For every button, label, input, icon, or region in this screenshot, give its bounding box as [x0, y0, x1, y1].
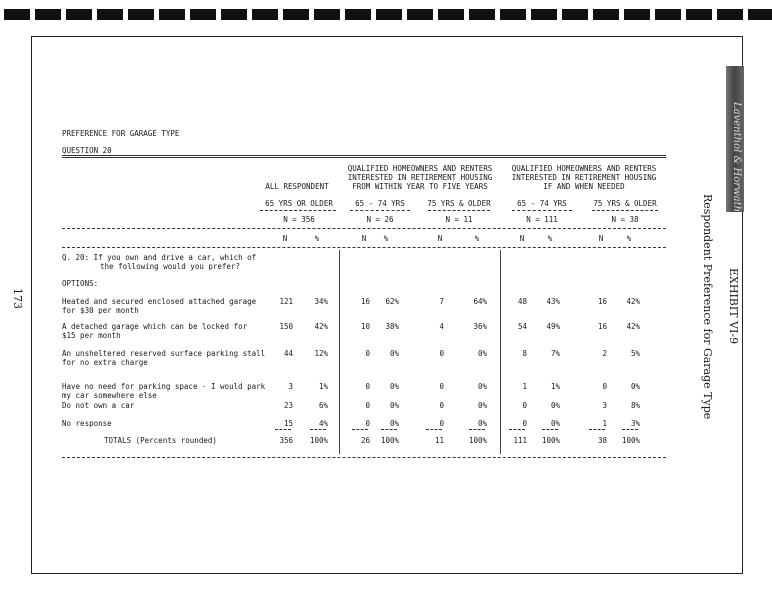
sample-size: N = 11	[445, 215, 473, 224]
percent-cell: 7%	[550, 349, 560, 358]
percent-cell: 5%	[630, 349, 640, 358]
option-label: Heated and secured enclosed attached garage	[62, 297, 257, 306]
count-cell: 54	[517, 322, 527, 331]
perforation-mark	[655, 9, 681, 20]
percent-cell: 43%	[546, 297, 560, 306]
subgroup-rule	[428, 210, 490, 211]
group-within5-line3: FROM WITHIN YEAR TO FIVE YEARS	[352, 182, 488, 191]
perforation-mark	[717, 9, 743, 20]
exhibit-title: Respondent Preference for Garage Type	[701, 194, 714, 420]
percent-cell: 3%	[630, 419, 640, 428]
option-label: No response	[62, 419, 112, 428]
perforation-mark	[97, 9, 123, 20]
count-cell: 0	[365, 349, 370, 358]
percent-cell: 0%	[389, 382, 399, 391]
option-label: for no extra charge	[62, 358, 148, 367]
sum-rule	[509, 429, 525, 430]
perforation-mark	[283, 9, 309, 20]
count-cell: 3	[602, 401, 607, 410]
total-percent-cell: 100%	[468, 436, 487, 445]
perforation-mark	[66, 9, 92, 20]
percent-cell: 0%	[630, 382, 640, 391]
count-cell: 0	[522, 401, 527, 410]
option-label: $15 per month	[62, 331, 121, 340]
total-percent-cell: 100%	[380, 436, 399, 445]
perforation-mark	[531, 9, 557, 20]
perforation-mark	[128, 9, 154, 20]
perforation-mark	[190, 9, 216, 20]
count-cell: 48	[517, 297, 527, 306]
perforation-mark	[345, 9, 371, 20]
group-all-header: ALL RESPONDENT	[265, 182, 329, 191]
percent-cell: 34%	[314, 297, 328, 306]
sum-rule	[381, 429, 397, 430]
subgroup-rule	[260, 210, 336, 211]
total-count-cell: 111	[513, 436, 527, 445]
count-cell: 150	[279, 322, 293, 331]
percent-cell: 12%	[314, 349, 328, 358]
col-n-head: N	[598, 234, 604, 243]
sum-rule	[426, 429, 442, 430]
percent-cell: 42%	[314, 322, 328, 331]
count-cell: 0	[439, 382, 444, 391]
perforation-mark	[221, 9, 247, 20]
perforation-mark	[748, 9, 772, 20]
subgroup-rule	[592, 210, 658, 211]
firm-logo: Laventhol & Horwath	[726, 66, 744, 212]
sample-size: N = 26	[366, 215, 394, 224]
sum-rule	[542, 429, 558, 430]
count-cell: 3	[288, 382, 293, 391]
perforation-mark	[438, 9, 464, 20]
total-count-cell: 26	[360, 436, 370, 445]
count-cell: 2	[602, 349, 607, 358]
percent-cell: 0%	[477, 401, 487, 410]
option-label: Have no need for parking space - I would park	[62, 382, 266, 391]
count-cell: 16	[597, 297, 607, 306]
sum-rule	[275, 429, 291, 430]
count-cell: 0	[439, 401, 444, 410]
percent-cell: 0%	[389, 419, 399, 428]
count-cell: 0	[522, 419, 527, 428]
question-text-line1: Q. 20: If you own and drive a car, which of	[62, 253, 257, 262]
percent-cell: 36%	[473, 322, 487, 331]
col-n-head: N	[361, 234, 367, 243]
sample-size: N = 356	[283, 215, 315, 224]
percent-cell: 64%	[473, 297, 487, 306]
option-label: Do not own a car	[62, 401, 135, 410]
count-cell: 0	[365, 419, 370, 428]
percent-cell: 49%	[546, 322, 560, 331]
header-rule	[62, 228, 666, 229]
count-cell: 121	[279, 297, 293, 306]
perforation-mark	[624, 9, 650, 20]
subgroup-header: 75 YRS & OLDER	[427, 199, 491, 208]
subgroup-rule	[350, 210, 410, 211]
percent-cell: 0%	[550, 401, 560, 410]
count-cell: 1	[522, 382, 527, 391]
percent-cell: 0%	[477, 349, 487, 358]
sum-rule	[352, 429, 368, 430]
count-cell: 0	[365, 382, 370, 391]
count-cell: 0	[439, 419, 444, 428]
count-cell: 4	[439, 322, 444, 331]
count-cell: 1	[602, 419, 607, 428]
col-pct-head: %	[314, 234, 320, 243]
perforation-mark	[4, 9, 30, 20]
totals-label: TOTALS (Percents rounded)	[104, 436, 217, 445]
sum-rule	[469, 429, 485, 430]
table-heading: PREFERENCE FOR GARAGE TYPE	[62, 129, 180, 138]
option-label: for $30 per month	[62, 306, 139, 315]
percent-cell: 0%	[477, 419, 487, 428]
perforation-mark	[314, 9, 340, 20]
group-within5-line2: INTERESTED IN RETIREMENT HOUSING	[347, 173, 493, 182]
question-text-line2: the following would you prefer?	[100, 262, 240, 271]
perforation-mark	[686, 9, 712, 20]
percent-cell: 0%	[477, 382, 487, 391]
count-cell: 8	[522, 349, 527, 358]
perforation-mark	[593, 9, 619, 20]
sum-rule	[310, 429, 326, 430]
count-cell: 44	[283, 349, 293, 358]
total-count-cell: 38	[597, 436, 607, 445]
total-count-cell: 356	[279, 436, 293, 445]
percent-cell: 38%	[385, 322, 399, 331]
sample-size: N = 111	[526, 215, 558, 224]
bottom-rule	[62, 457, 666, 458]
option-label: An unsheltered reserved surface parking stall	[62, 349, 266, 358]
col-pct-head: %	[383, 234, 389, 243]
group-ifneeded-line2: INTERESTED IN RETIREMENT HOUSING	[511, 173, 657, 182]
count-cell: 15	[283, 419, 293, 428]
col-n-head: N	[437, 234, 443, 243]
colhead-rule	[62, 247, 666, 248]
sum-rule	[589, 429, 605, 430]
perforation-mark	[35, 9, 61, 20]
count-cell: 0	[439, 349, 444, 358]
group-ifneeded-line3: IF AND WHEN NEEDED	[543, 182, 625, 191]
col-pct-head: %	[626, 234, 632, 243]
percent-cell: 1%	[318, 382, 328, 391]
total-percent-cell: 100%	[541, 436, 560, 445]
perforation-strip	[0, 9, 772, 21]
top-rule	[62, 155, 666, 158]
count-cell: 7	[439, 297, 444, 306]
sum-rule	[622, 429, 638, 430]
perforation-mark	[376, 9, 402, 20]
percent-cell: 0%	[389, 349, 399, 358]
percent-cell: 0%	[389, 401, 399, 410]
perforation-mark	[407, 9, 433, 20]
count-cell: 16	[597, 322, 607, 331]
col-n-head: N	[282, 234, 288, 243]
col-pct-head: %	[474, 234, 480, 243]
page-number: 173	[11, 288, 24, 309]
group-within5-line1: QUALIFIED HOMEOWNERS AND RENTERS	[347, 164, 493, 173]
col-n-head: N	[519, 234, 525, 243]
perforation-mark	[252, 9, 278, 20]
percent-cell: 4%	[318, 419, 328, 428]
perforation-mark	[562, 9, 588, 20]
sample-size: N = 38	[611, 215, 639, 224]
subgroup-rule	[512, 210, 572, 211]
count-cell: 16	[360, 297, 370, 306]
col-pct-head: %	[547, 234, 553, 243]
options-label: OPTIONS:	[62, 279, 99, 288]
percent-cell: 42%	[626, 297, 640, 306]
subgroup-header: 75 YRS & OLDER	[593, 199, 657, 208]
option-label: my car somewhere else	[62, 391, 157, 400]
percent-cell: 62%	[385, 297, 399, 306]
option-label: A detached garage which can be locked for	[62, 322, 248, 331]
perforation-mark	[159, 9, 185, 20]
subgroup-header: 65 YRS OR OLDER	[265, 199, 333, 208]
exhibit-label: EXHIBIT VI-9	[727, 268, 740, 345]
count-cell: 23	[283, 401, 293, 410]
total-percent-cell: 100%	[309, 436, 328, 445]
subgroup-header: 65 - 74 YRS	[355, 199, 405, 208]
subgroup-header: 65 - 74 YRS	[517, 199, 567, 208]
count-cell: 10	[360, 322, 370, 331]
count-cell: 0	[365, 401, 370, 410]
total-percent-cell: 100%	[621, 436, 640, 445]
percent-cell: 42%	[626, 322, 640, 331]
group-ifneeded-line1: QUALIFIED HOMEOWNERS AND RENTERS	[511, 164, 657, 173]
percent-cell: 1%	[550, 382, 560, 391]
question-label: QUESTION 20	[62, 146, 112, 155]
percent-cell: 8%	[630, 401, 640, 410]
total-count-cell: 11	[434, 436, 444, 445]
percent-cell: 0%	[550, 419, 560, 428]
perforation-mark	[469, 9, 495, 20]
count-cell: 0	[602, 382, 607, 391]
percent-cell: 6%	[318, 401, 328, 410]
perforation-mark	[500, 9, 526, 20]
